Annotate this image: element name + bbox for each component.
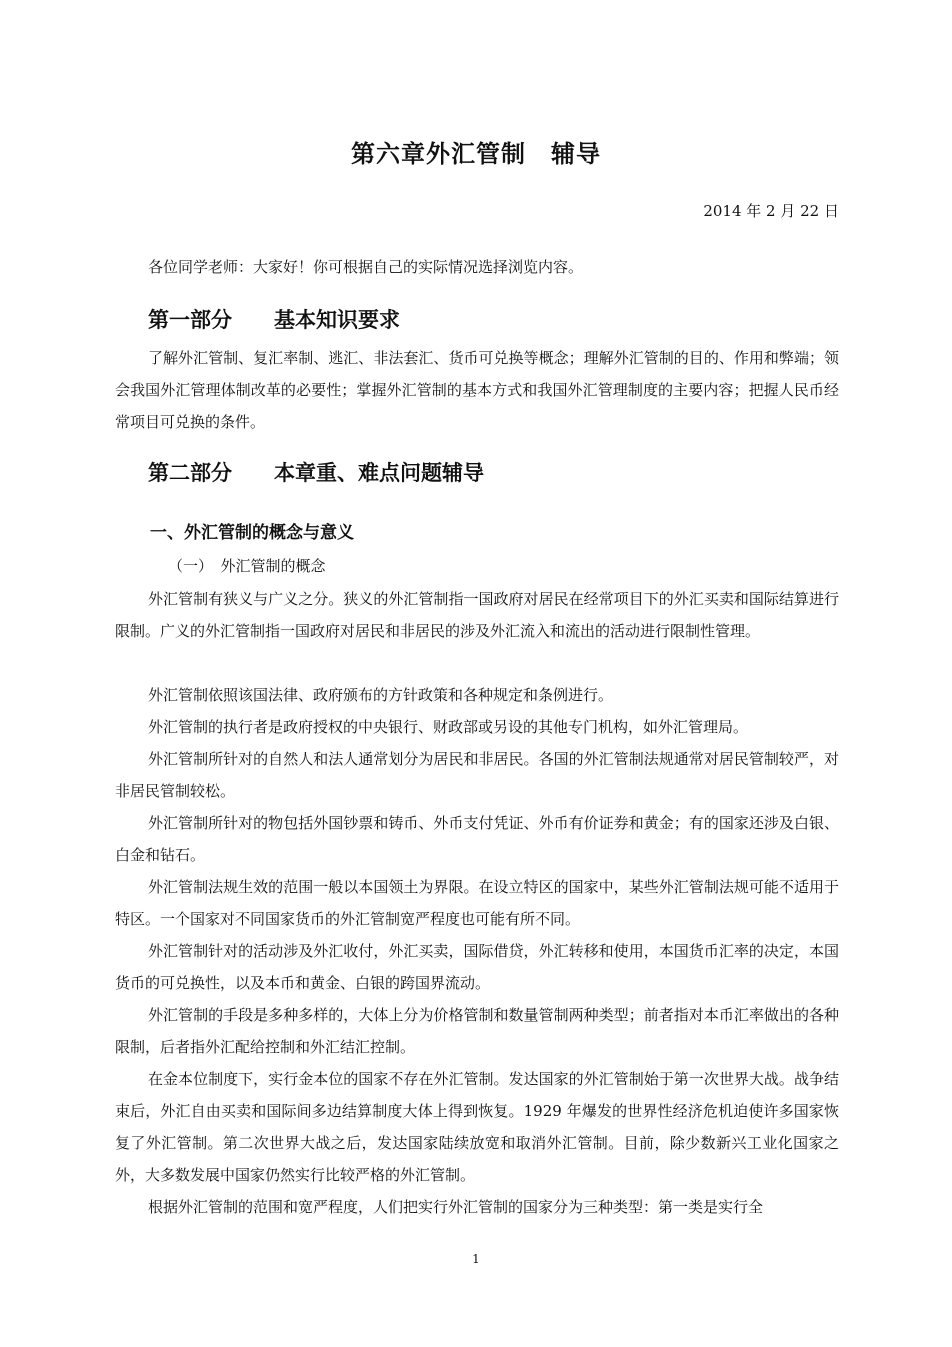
paragraph: 外汇管制所针对的自然人和法人通常划分为居民和非居民。各国的外汇管制法规通常对居民管制较严，对非居民管制较松。 — [115, 750, 839, 800]
subsection1-heading: （一） 外汇管制的概念 — [168, 557, 326, 575]
part1-heading: 第一部分 基本知识要求 — [148, 308, 400, 332]
paragraph: 根据外汇管制的范围和宽严程度，人们把实行外汇管制的国家分为三种类型：第一类是实行全 — [148, 1198, 764, 1216]
paragraph: 外汇管制有狭义与广义之分。狭义的外汇管制指一国政府对居民在经常项目下的外汇买卖和国际结算进行限制。广义的外汇管制指一国政府对居民和非居民的涉及外汇流入和流出的活动进行限制性管理。 — [115, 590, 839, 640]
paragraph: 在金本位制度下，实行金本位的国家不存在外汇管制。发达国家的外汇管制始于第一次世界大战。战争结束后，外汇自由买卖和国际间多边结算制度大体上得到恢复。1929 年爆发的世界性经济危机迫使许多国家恢复了外汇管制。第二次世界大战之后，发达国家陆续放宽和取消外汇管制。目前，除少数新兴工业化国家之外，大多数发展中国家仍然实行比较严格的外汇管制。 — [115, 1070, 839, 1184]
part2-heading: 第二部分 本章重、难点问题辅导 — [148, 461, 484, 485]
paragraph: 外汇管制所针对的物包括外国钞票和铸币、外币支付凭证、外币有价证券和黄金；有的国家还涉及白银、白金和钻石。 — [115, 814, 839, 864]
paragraph: 外汇管制依照该国法律、政府颁布的方针政策和各种规定和条例进行。 — [148, 686, 614, 704]
page-number: 1 — [472, 1252, 480, 1266]
paragraph: 外汇管制法规生效的范围一般以本国领土为界限。在设立特区的国家中，某些外汇管制法规可能不适用于特区。一个国家对不同国家货币的外汇管制宽严程度也可能有所不同。 — [115, 878, 839, 928]
paragraph: 外汇管制的手段是多种多样的，大体上分为价格管制和数量管制两种类型；前者指对本币汇率做出的各种限制，后者指外汇配给控制和外汇结汇控制。 — [115, 1006, 839, 1056]
greeting-text: 各位同学老师：大家好！你可根据自己的实际情况选择浏览内容。 — [148, 258, 584, 276]
paragraph: 外汇管制的执行者是政府授权的中央银行、财政部或另设的其他专门机构，如外汇管理局。 — [148, 718, 749, 736]
section1-heading: 一、外汇管制的概念与意义 — [150, 523, 354, 543]
document-title: 第六章外汇管制 辅导 — [351, 140, 601, 168]
document-date: 2014 年 2 月 22 日 — [703, 202, 839, 220]
paragraph: 外汇管制针对的活动涉及外汇收付，外汇买卖，国际借贷，外汇转移和使用，本国货币汇率的决定，本国货币的可兑换性，以及本币和黄金、白银的跨国界流动。 — [115, 942, 839, 992]
part1-body: 了解外汇管制、复汇率制、逃汇、非法套汇、货币可兑换等概念；理解外汇管制的目的、作用和弊端；领会我国外汇管理体制改革的必要性；掌握外汇管制的基本方式和我国外汇管理制度的主要内容；把握人民币经常项目可兑换的条件。 — [115, 349, 839, 431]
